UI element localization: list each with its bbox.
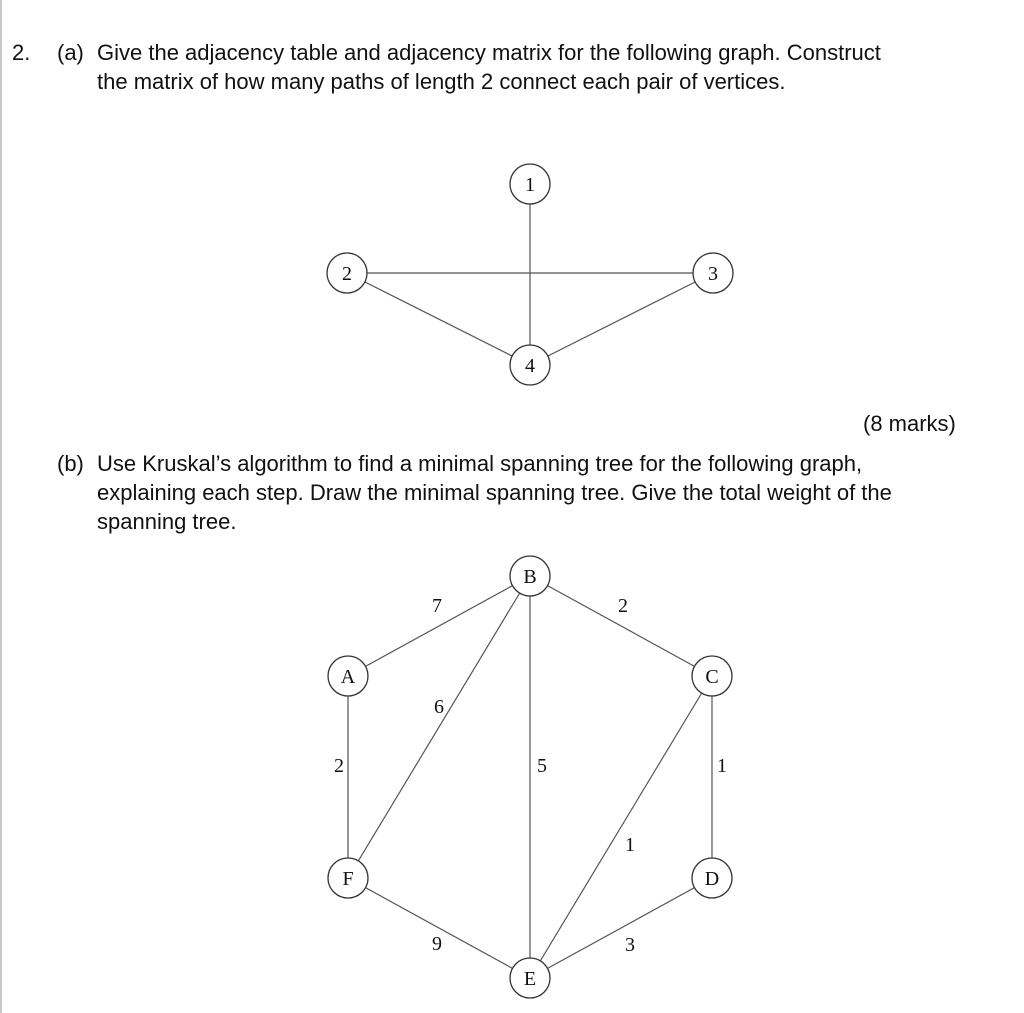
part-a-line-2: the matrix of how many paths of length 2 connect each pair of vertices. bbox=[97, 69, 786, 94]
graph-a-vertex-label-1: 1 bbox=[525, 174, 535, 196]
graph-b-vertex-label-C: C bbox=[705, 666, 719, 688]
graph-a-vertex-label-2: 2 bbox=[342, 263, 352, 285]
graph-b-edge-B-C bbox=[530, 576, 712, 676]
graph-b-edge-F-E bbox=[348, 878, 530, 978]
graph-b-edge-A-B bbox=[348, 576, 530, 676]
graph-b-vertex-label-E: E bbox=[523, 968, 537, 990]
graph-b-weight-B-F: 6 bbox=[434, 696, 444, 718]
graph-b-edge-B-F bbox=[348, 576, 530, 878]
graph-b-vertex-label-A: A bbox=[340, 666, 356, 688]
part-a-marks: (8 marks) bbox=[863, 411, 956, 436]
graph-b-weight-D-E: 3 bbox=[625, 934, 635, 956]
part-a-label: (a) bbox=[57, 40, 84, 65]
question-number: 2. bbox=[12, 40, 31, 65]
graph-b-vertex-label-B: B bbox=[523, 566, 537, 588]
graph-b-edge-D-E bbox=[530, 878, 712, 978]
graph-a-edge-2-4 bbox=[347, 273, 530, 365]
graph-a-vertex-label-4: 4 bbox=[525, 355, 535, 377]
graph-a-edge-3-4 bbox=[530, 273, 713, 365]
graph-b-vertex-label-D: D bbox=[704, 868, 720, 890]
graph-b-weight-F-E: 9 bbox=[432, 933, 442, 955]
part-b-line-2: explaining each step. Draw the minimal spanning tree. Give the total weight of the bbox=[97, 480, 892, 505]
graph-b-weight-C-E: 1 bbox=[625, 834, 635, 856]
graph-b-weight-B-C: 2 bbox=[618, 595, 628, 617]
graph-b-vertex-label-F: F bbox=[342, 868, 354, 890]
part-a-line-1: Give the adjacency table and adjacency matrix for the following graph. Construct bbox=[97, 40, 881, 65]
graph-b-weight-B-E: 5 bbox=[537, 755, 547, 777]
graph-b-weight-A-B: 7 bbox=[432, 595, 442, 617]
graph-b-weight-C-D: 1 bbox=[717, 755, 727, 777]
graph-b-edge-C-E bbox=[530, 676, 712, 978]
part-b-line-3: spanning tree. bbox=[97, 509, 237, 534]
part-b-label: (b) bbox=[57, 451, 84, 476]
part-b-line-1: Use Kruskal’s algorithm to find a minimal spanning tree for the following graph, bbox=[97, 451, 863, 476]
graph-b-weight-A-F: 2 bbox=[334, 755, 344, 777]
graph-a-vertex-label-3: 3 bbox=[708, 263, 718, 285]
